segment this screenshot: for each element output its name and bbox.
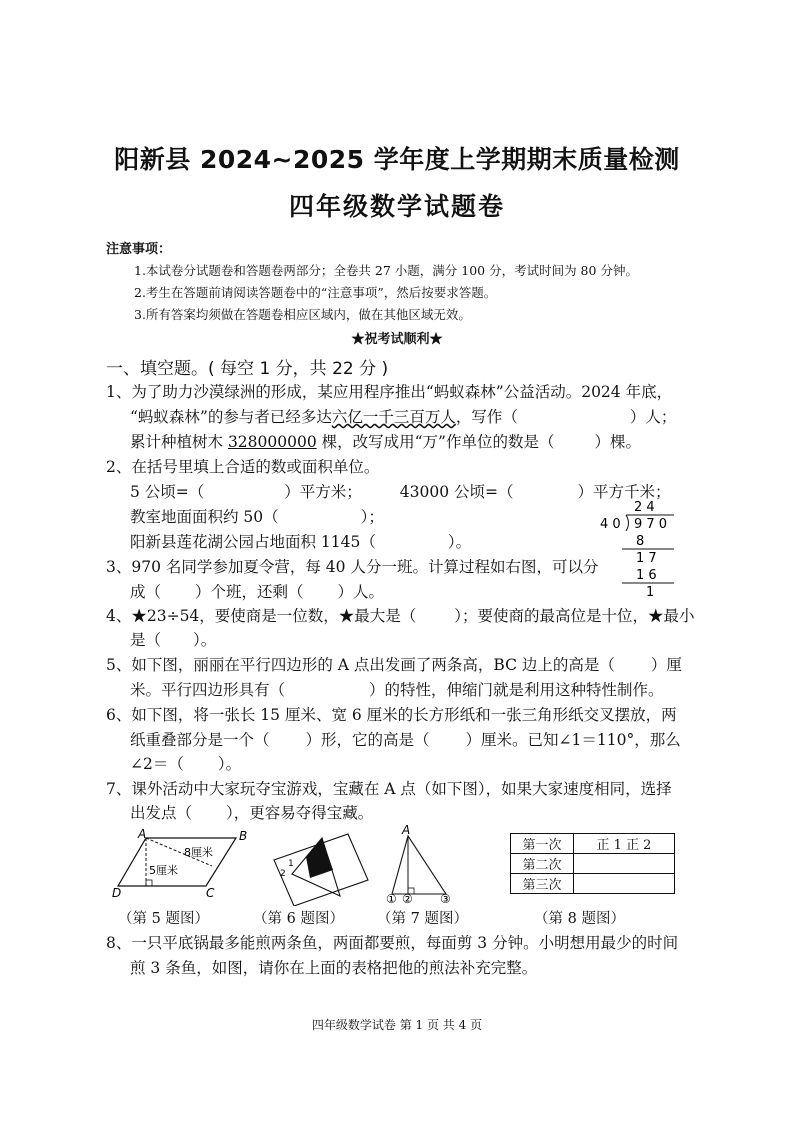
table-row (511, 854, 675, 874)
q6-line-3: ∠2＝（ ）。 (130, 755, 242, 773)
q2-line-4: 阳新县莲花湖公园占地面积 1145（ ）。 (130, 533, 472, 551)
table-cell[interactable] (574, 854, 675, 874)
page-footer: 四年级数学试卷 第 1 页 共 4 页 (311, 1018, 483, 1032)
good-luck-banner: ★祝考试顺利★ (351, 332, 443, 347)
q2-line-2: 5 公顷=（ ）平方米； 43000 公顷=（ ）平方千米； (130, 483, 671, 501)
division-product-2: 1 6 (636, 568, 657, 583)
q8-line-2: 煎 3 条鱼，如图，请你在上面的表格把他的煎法补充完整。 (130, 959, 538, 977)
table-cell[interactable] (574, 874, 675, 894)
exam-subtitle: 四年级数学试题卷 (288, 192, 505, 221)
figure-7-caption: （第 7 题图） (377, 911, 468, 927)
q2-line-1: 2、在括号里填上合适的数或面积单位。 (106, 458, 380, 476)
q7-line-2: 出发点（ ），更容易夺得宝藏。 (130, 804, 374, 822)
start-point-1: ① (386, 892, 397, 906)
start-point-2: ② (402, 892, 413, 906)
q8-line-1: 8、一只平底锅最多能煎两条鱼，两面都要煎，每面剪 3 分钟。小明想用最少的时间 (106, 934, 679, 952)
q4-line-1: 4、★23÷54，要使商是一位数，★最大是（ ）；要使商的最高位是十位，★最小 (106, 607, 695, 625)
q1-line-2: “蚂蚁森林”的参与者已经多达六亿一千三百万人，写作（ ）人； (130, 408, 677, 426)
q1-line-1: 1、为了助力沙漠绿洲的形成，某应用程序推出“蚂蚁森林”公益活动。2024 年底， (106, 383, 673, 401)
angle-1-label: 1 (288, 859, 294, 869)
notice-item: 1.本试卷分试题卷和答题卷两部分；全卷共 27 小题，满分 100 分，考试时间为 80 分钟。 (134, 263, 638, 278)
figure-5-caption: （第 5 题图） (118, 911, 209, 927)
division-remainder-1: 1 7 (636, 551, 657, 566)
angle-2-label: 2 (280, 869, 286, 879)
division-divisor: 4 0 (600, 517, 621, 532)
exam-title: 阳新县 2024~2025 学年度上学期期末质量检测 (114, 145, 680, 174)
q3-line-1: 3、970 名同学参加夏令营，每 40 人分一班。计算过程如右图，可以分 (106, 558, 599, 576)
height-label-8cm: 8厘米 (184, 846, 213, 859)
section-heading: 一、填空题。( 每空 1 分，共 22 分 ) (106, 359, 389, 379)
height-label-5cm: 5厘米 (149, 864, 178, 877)
division-product-1: 8 (636, 534, 645, 549)
q6-line-2: 纸重叠部分是一个（ ）形，它的高是（ ）厘米。已知∠1＝110°，那么 (130, 731, 681, 749)
figure-7-triangle (386, 822, 466, 906)
q2-line-3: 教室地面面积约 50（ ）； (130, 508, 384, 526)
table-cell: 正 1 正 2 (574, 834, 675, 854)
figure-8-caption: （第 8 题图） (534, 911, 625, 927)
vertex-C: C (206, 886, 215, 900)
q3-line-2: 成（ ）个班，还剩（ ）人。 (130, 583, 385, 601)
vertex-D: D (112, 886, 122, 900)
figure-5-parallelogram (112, 826, 247, 901)
table-cell: 第三次 (511, 874, 574, 894)
table-row (511, 834, 675, 854)
q7-line-1: 7、课外活动中大家玩夺宝游戏，宝藏在 A 点（如下图），如果大家速度相同，选择 (106, 780, 672, 798)
table-row (511, 874, 675, 894)
q6-line-1: 6、如下图，将一张长 15 厘米、宽 6 厘米的长方形纸和一张三角形纸交叉摆放，两 (106, 706, 677, 724)
division-quotient: 2 4 (634, 500, 655, 515)
long-division-figure (596, 497, 686, 597)
vertex-B: B (239, 829, 247, 843)
figure-8-table (510, 833, 675, 894)
figure-6-overlap (270, 826, 375, 906)
notice-item: 2.考生在答题前请阅读答题卷中的“注意事项”，然后按要求答题。 (134, 285, 497, 300)
q4-line-2: 是（ ）。 (130, 631, 217, 649)
division-dividend: 9 7 0 (634, 517, 668, 532)
table-cell: 第一次 (511, 834, 574, 854)
figure-6-caption: （第 6 题图） (253, 911, 344, 927)
notice-item: 3.所有答案均须做在答题卷相应区域内，做在其他区域无效。 (134, 307, 471, 322)
table-cell: 第二次 (511, 854, 574, 874)
division-remainder-2: 1 (646, 585, 655, 597)
q5-line-1: 5、如下图，丽丽在平行四边形的 A 点出发画了两条高，BC 边上的高是（ ）厘 (106, 656, 682, 674)
q5-line-2: 米。平行四边形具有（ ）的特性，伸缩门就是利用这种特性制作。 (130, 681, 664, 699)
q1-line-3: 累计种植树木 328000000 棵，改写成用“万”作单位的数是（ ）棵。 (130, 433, 641, 451)
vertex-A: A (138, 827, 147, 841)
notice-heading: 注意事项： (106, 242, 172, 257)
start-point-3: ③ (440, 892, 451, 906)
point-A-label: A (402, 823, 411, 837)
